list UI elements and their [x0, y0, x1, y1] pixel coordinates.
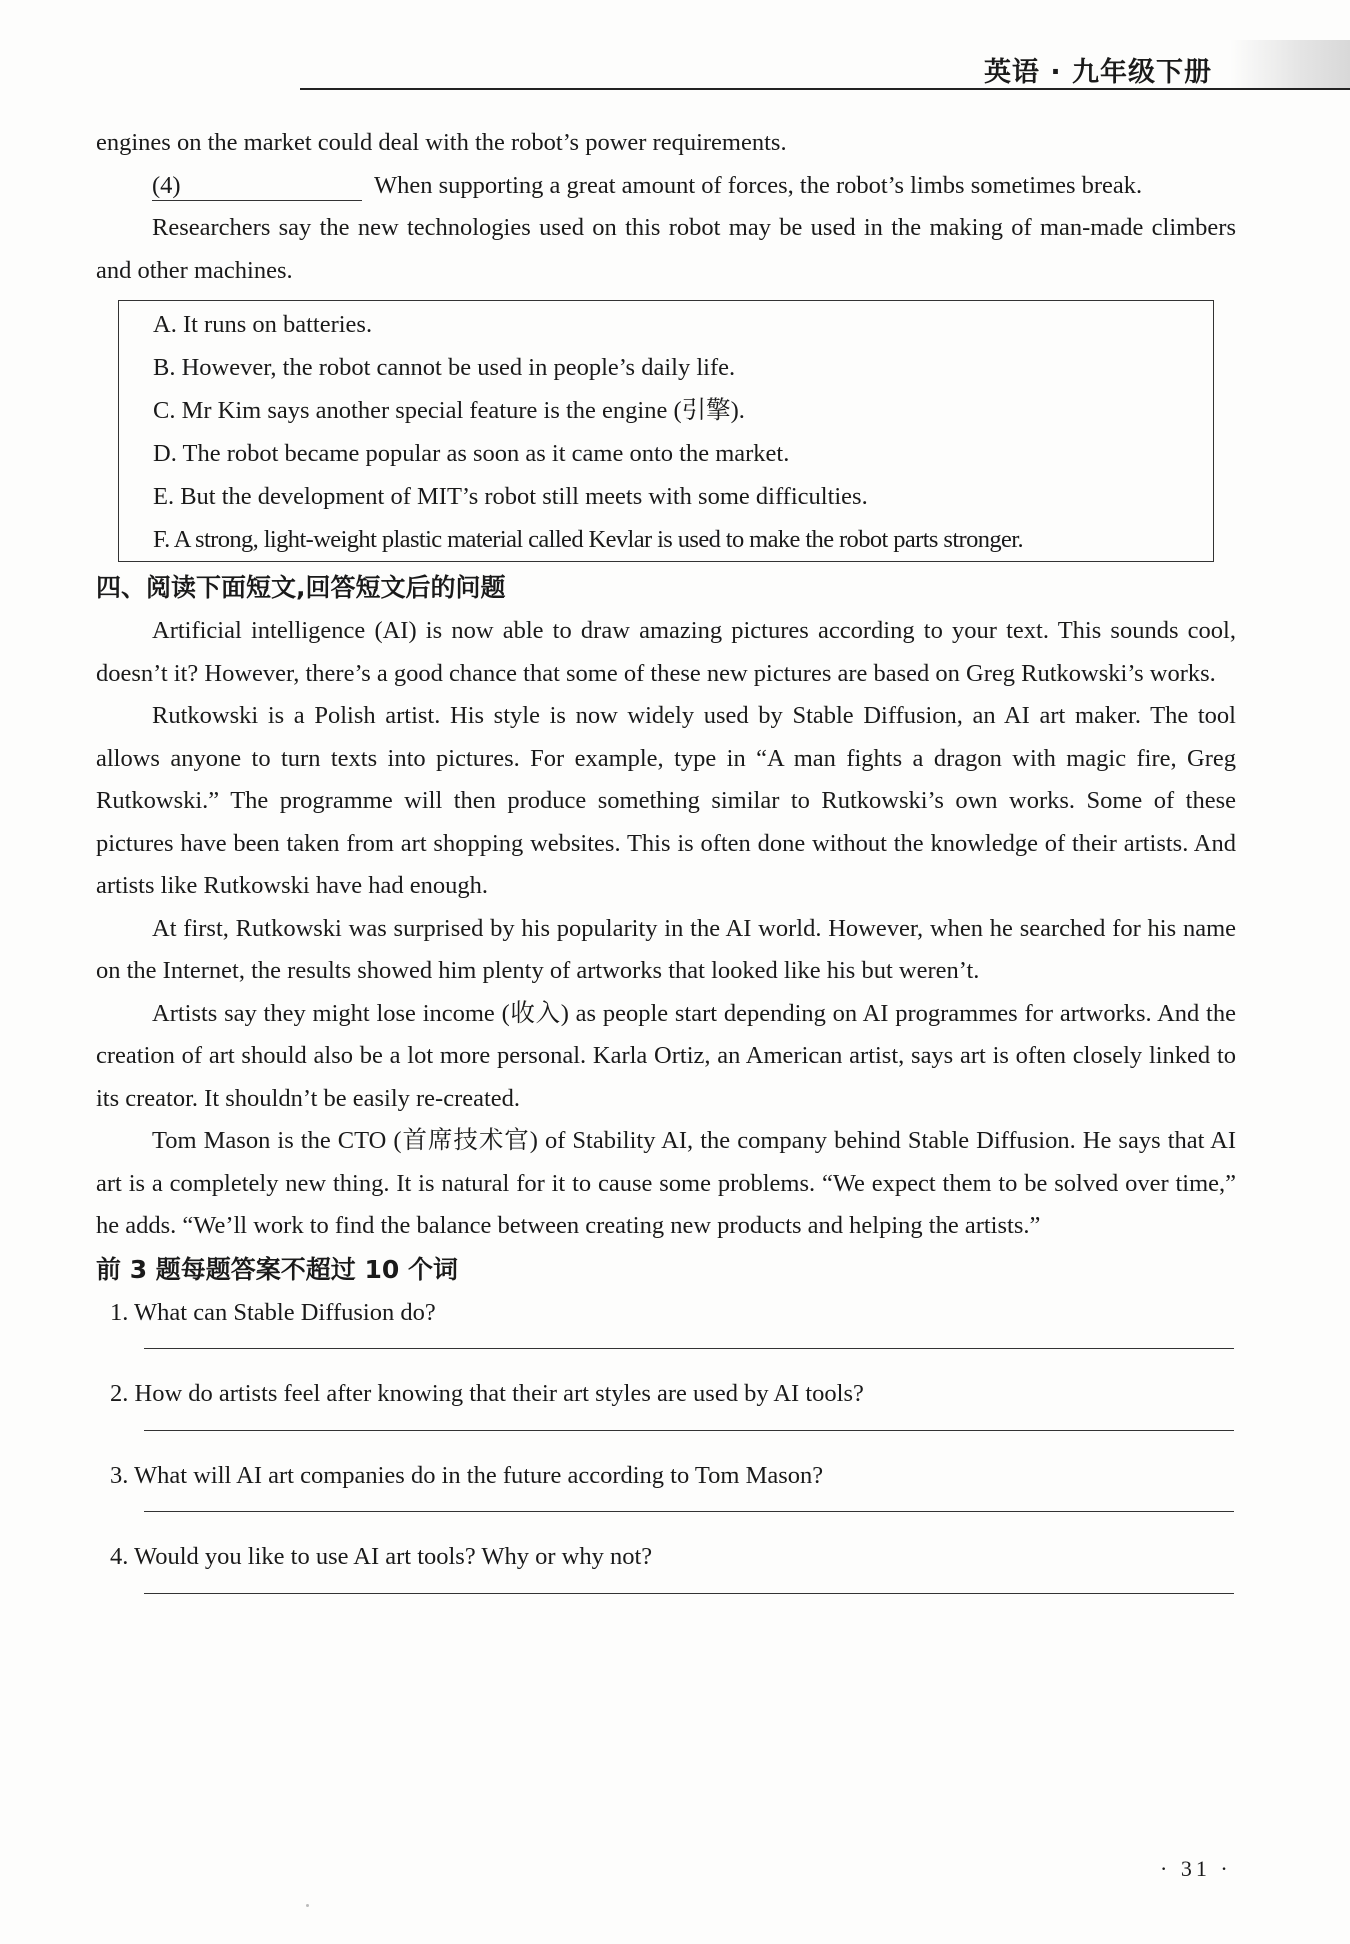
option-e: E. But the development of MIT’s robot still meets with some difficulties.: [153, 483, 868, 510]
page-header-title: 英语 · 九年级下册: [983, 57, 1212, 88]
option-b: B. However, the robot cannot be used in people’s daily life.: [153, 354, 736, 381]
blank-4-text: When supporting a great amount of forces, the robot’s limbs sometimes break.: [374, 171, 1143, 199]
header-shade: [1230, 40, 1350, 90]
header-rule: [300, 88, 1350, 90]
main-content: [96, 122, 1236, 1618]
question-1: 1. What can Stable Diffusion do?: [110, 1298, 436, 1326]
article-paragraph-2: Rutkowski is a Polish artist. His style is now widely used by Stable Diffusion, an AI art maker. The tool allows anyone to turn texts into pictures. For example, type in “A man fights a dragon with magic fire, Greg Rutkowski.” The programme will then produce something similar to Rutkowski’s own works. Some of these pictures have been taken from art shopping websites. This is often done without the knowledge of their artists. And artists like Rutkowski have had enough.: [96, 702, 1236, 899]
options-box: [118, 300, 1214, 562]
scan-speck: [306, 1904, 309, 1907]
answer-line-2[interactable]: [144, 1430, 1234, 1431]
answer-line-3[interactable]: [144, 1511, 1234, 1512]
option-d: D. The robot became popular as soon as it came onto the market.: [153, 440, 790, 467]
closing-paragraph: Researchers say the new technologies used on this robot may be used in the making of man-made climbers and other machines.: [96, 214, 1236, 284]
blank-4-fill-line[interactable]: (4): [152, 172, 362, 201]
section-4-title: 四、阅读下面短文,回答短文后的问题: [96, 573, 506, 602]
blank-4-paragraph: [96, 165, 1236, 208]
question-4: 4. Would you like to use AI art tools? Why or why not?: [110, 1543, 653, 1570]
article-paragraph-1: Artificial intelligence (AI) is now able to draw amazing pictures according to your text. This sounds cool, doesn’t it? However, there’s a good chance that some of these new pictures are based on Greg Rutkowski’s works.: [96, 617, 1236, 687]
answer-line-1[interactable]: [144, 1348, 1234, 1349]
questions-instruction: 前 3 题每题答案不超过 10 个词: [96, 1254, 459, 1284]
option-c: C. Mr Kim says another special feature is the engine (引擎).: [153, 397, 745, 424]
answer-line-4[interactable]: [144, 1593, 1234, 1594]
option-f: F. A strong, light-weight plastic material called Kevlar is used to make the robot parts stronger.: [153, 526, 1024, 553]
question-2: 2. How do artists feel after knowing that their art styles are used by AI tools?: [110, 1380, 864, 1407]
question-3: 3. What will AI art companies do in the future according to Tom Mason?: [110, 1461, 824, 1489]
option-a: A. It runs on batteries.: [153, 311, 373, 338]
article-paragraph-4: Artists say they might lose income (收入) as people start depending on AI programmes for artworks. And the creation of art should also be a lot more personal. Karla Ortiz, an American artist, says art is often closely linked to its creator. It shouldn’t be easily re-created.: [96, 999, 1236, 1112]
article-paragraph-3: At first, Rutkowski was surprised by his popularity in the AI world. However, when he searched for his name on the Internet, the results showed him plenty of artworks that looked like his but weren’t.: [96, 914, 1236, 984]
article-paragraph-5: Tom Mason is the CTO (首席技术官) of Stability AI, the company behind Stable Diffusion. He says that AI art is a completely new thing. It is natural for it to cause some problems. “We expect them to be solved over time,” he adds. “We’ll work to find the balance between creating new products and helping the artists.”: [96, 1127, 1236, 1239]
continued-line: engines on the market could deal with the robot’s power requirements.: [96, 129, 787, 156]
page-number: · 31 ·: [1160, 1856, 1232, 1881]
